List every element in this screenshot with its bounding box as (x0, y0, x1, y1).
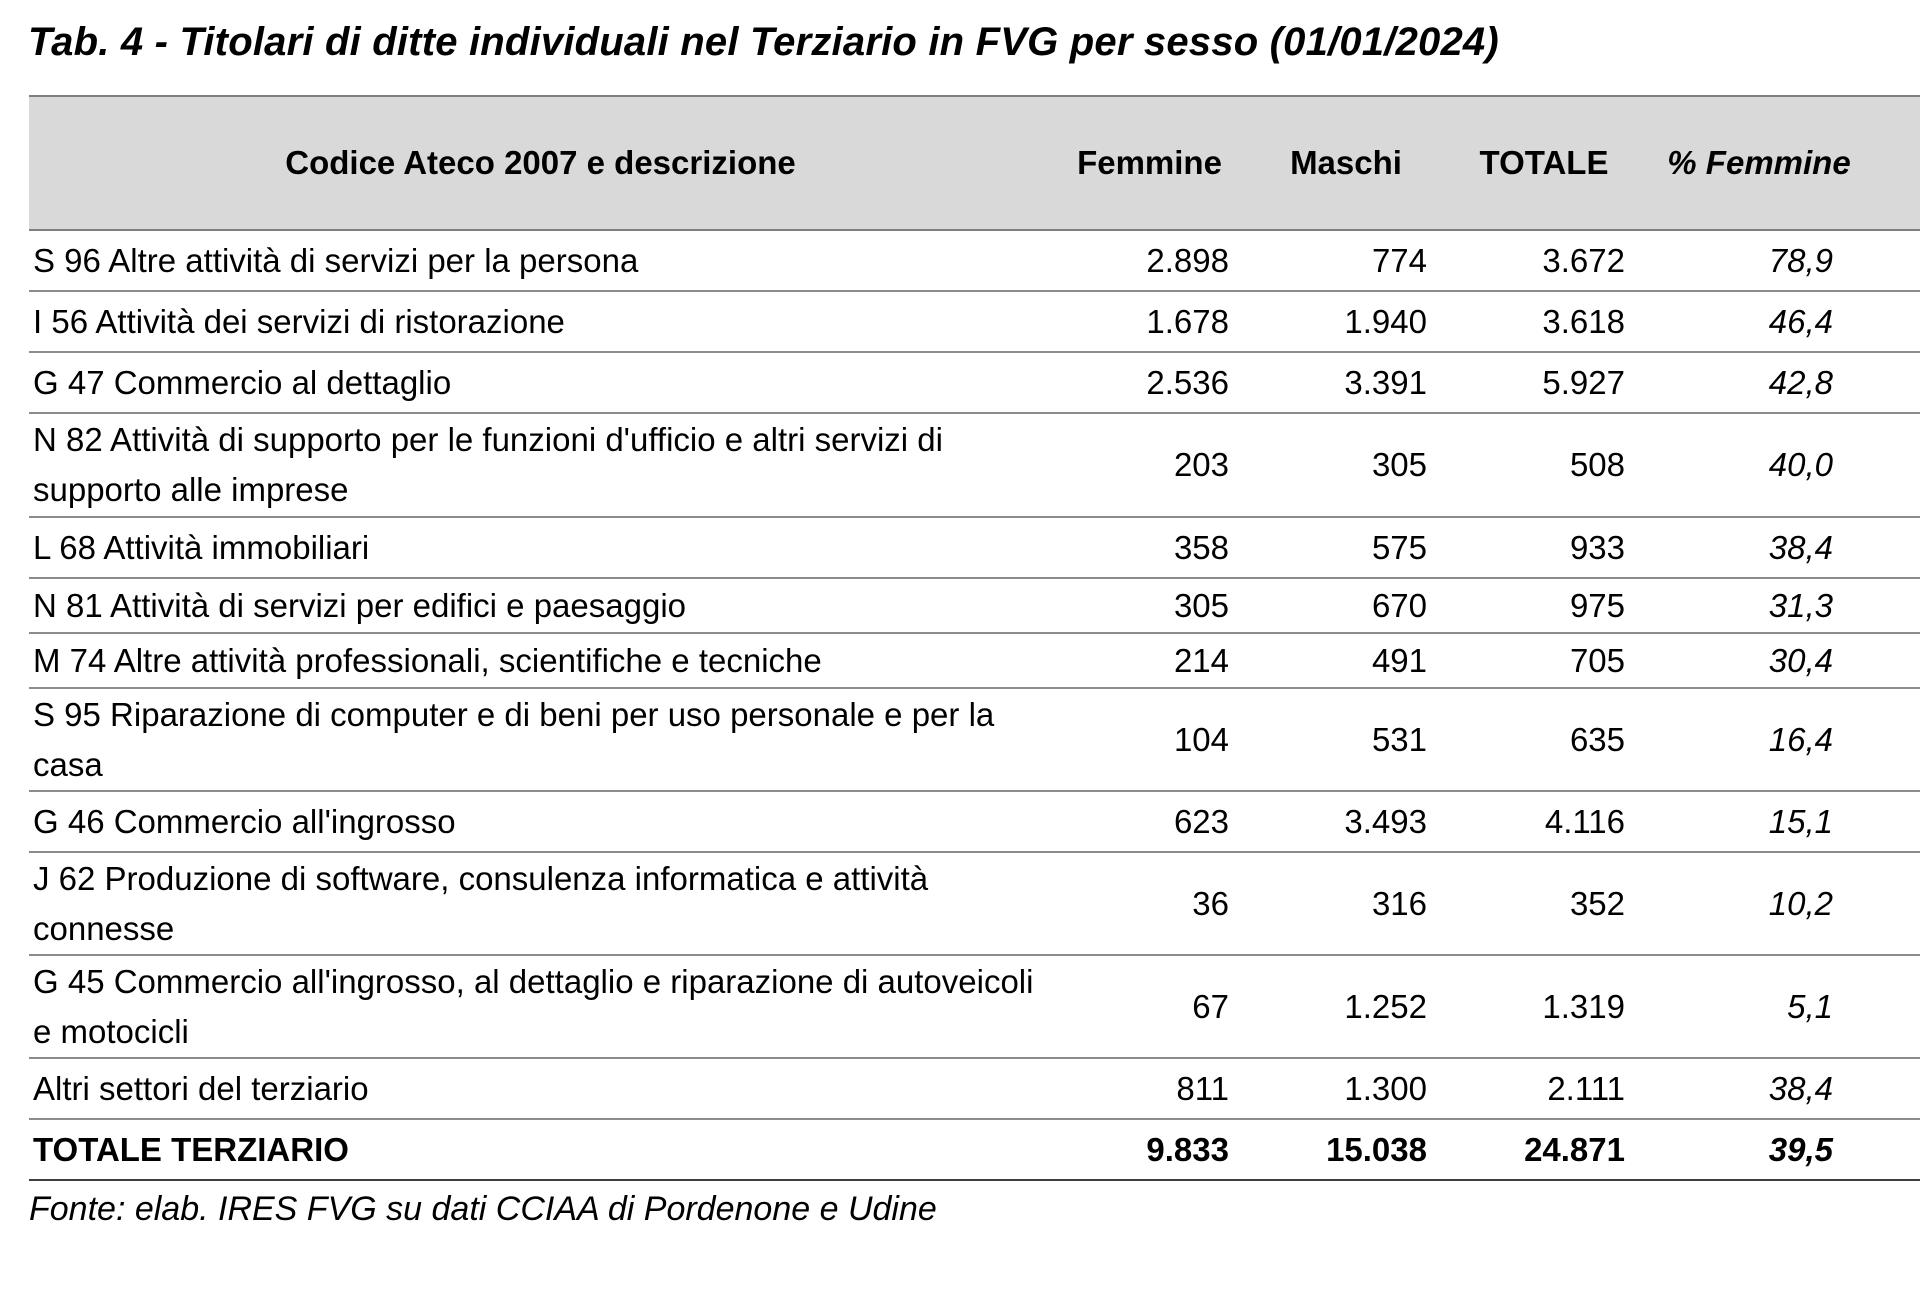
row-totale: 352 (1445, 852, 1643, 955)
row-totale: 3.672 (1445, 230, 1643, 291)
row-spacer (1875, 791, 1920, 852)
header-row (29, 96, 1920, 230)
row-totale: 635 (1445, 688, 1643, 791)
row-maschi: 531 (1247, 688, 1445, 791)
row-pct-femmine: 38,4 (1643, 517, 1875, 578)
row-maschi: 491 (1247, 633, 1445, 688)
table-row (29, 517, 1920, 578)
row-spacer (1875, 688, 1920, 791)
table-row (29, 1058, 1920, 1119)
row-maschi: 3.391 (1247, 352, 1445, 413)
row-pct-femmine: 38,4 (1643, 1058, 1875, 1119)
row-pct-femmine: 30,4 (1643, 633, 1875, 688)
source-note: Fonte: elab. IRES FVG su dati CCIAA di Pordenone e Udine (29, 1190, 937, 1228)
row-spacer (1875, 230, 1920, 291)
table-row (29, 852, 1920, 955)
table-row (29, 230, 1920, 291)
header-description: Codice Ateco 2007 e descrizione (29, 96, 1052, 230)
row-maschi: 305 (1247, 413, 1445, 517)
row-femmine: 1.678 (1052, 291, 1247, 352)
row-totale: 705 (1445, 633, 1643, 688)
row-femmine: 214 (1052, 633, 1247, 688)
row-spacer (1875, 633, 1920, 688)
row-description: I 56 Attività dei servizi di ristorazione (29, 291, 1052, 352)
table-row (29, 578, 1920, 633)
row-description: G 47 Commercio al dettaglio (29, 352, 1052, 413)
row-description: G 46 Commercio all'ingrosso (29, 791, 1052, 852)
row-femmine: 811 (1052, 1058, 1247, 1119)
row-spacer (1875, 517, 1920, 578)
row-maschi: 1.300 (1247, 1058, 1445, 1119)
data-table (29, 95, 1920, 1181)
total-row (29, 1119, 1920, 1180)
row-description: J 62 Produzione di software, consulenza informatica e attività connesse (29, 852, 1052, 955)
row-spacer (1875, 352, 1920, 413)
row-maschi: 1.252 (1247, 955, 1445, 1058)
row-totale: 933 (1445, 517, 1643, 578)
row-femmine: 104 (1052, 688, 1247, 791)
total-spacer (1875, 1119, 1920, 1180)
header-totale: TOTALE (1445, 96, 1643, 230)
row-femmine: 305 (1052, 578, 1247, 633)
row-totale: 508 (1445, 413, 1643, 517)
row-spacer (1875, 413, 1920, 517)
row-femmine: 2.536 (1052, 352, 1247, 413)
row-femmine: 2.898 (1052, 230, 1247, 291)
table-title: Tab. 4 - Titolari di ditte individuali nel Terziario in FVG per sesso (01/01/2024) (28, 20, 1499, 64)
table-row (29, 633, 1920, 688)
row-description: M 74 Altre attività professionali, scientifiche e tecniche (29, 633, 1052, 688)
row-totale: 1.319 (1445, 955, 1643, 1058)
row-description: S 95 Riparazione di computer e di beni per uso personale e per la casa (29, 688, 1052, 791)
row-description: S 96 Altre attività di servizi per la persona (29, 230, 1052, 291)
row-pct-femmine: 15,1 (1643, 791, 1875, 852)
row-pct-femmine: 31,3 (1643, 578, 1875, 633)
row-spacer (1875, 1058, 1920, 1119)
row-maschi: 774 (1247, 230, 1445, 291)
row-pct-femmine: 46,4 (1643, 291, 1875, 352)
row-description: L 68 Attività immobiliari (29, 517, 1052, 578)
row-pct-femmine: 40,0 (1643, 413, 1875, 517)
row-pct-femmine: 42,8 (1643, 352, 1875, 413)
row-pct-femmine: 78,9 (1643, 230, 1875, 291)
table-row (29, 791, 1920, 852)
row-spacer (1875, 291, 1920, 352)
row-femmine: 203 (1052, 413, 1247, 517)
row-totale: 4.116 (1445, 791, 1643, 852)
total-description: TOTALE TERZIARIO (29, 1119, 1052, 1180)
total-maschi: 15.038 (1247, 1119, 1445, 1180)
table-row (29, 955, 1920, 1058)
total-totale: 24.871 (1445, 1119, 1643, 1180)
row-maschi: 316 (1247, 852, 1445, 955)
row-pct-femmine: 5,1 (1643, 955, 1875, 1058)
row-description: Altri settori del terziario (29, 1058, 1052, 1119)
table-row (29, 688, 1920, 791)
header-pct-femmine: % Femmine (1643, 96, 1875, 230)
header-femmine: Femmine (1052, 96, 1247, 230)
row-femmine: 67 (1052, 955, 1247, 1058)
row-totale: 5.927 (1445, 352, 1643, 413)
row-totale: 975 (1445, 578, 1643, 633)
row-totale: 3.618 (1445, 291, 1643, 352)
header-spacer (1875, 96, 1920, 230)
table-row (29, 291, 1920, 352)
row-pct-femmine: 16,4 (1643, 688, 1875, 791)
header-maschi: Maschi (1247, 96, 1445, 230)
row-spacer (1875, 852, 1920, 955)
row-totale: 2.111 (1445, 1058, 1643, 1119)
total-femmine: 9.833 (1052, 1119, 1247, 1180)
row-maschi: 670 (1247, 578, 1445, 633)
row-maschi: 575 (1247, 517, 1445, 578)
total-pct-femmine: 39,5 (1643, 1119, 1875, 1180)
row-description: G 45 Commercio all'ingrosso, al dettaglio e riparazione di autoveicoli e motocicli (29, 955, 1052, 1058)
row-pct-femmine: 10,2 (1643, 852, 1875, 955)
row-femmine: 36 (1052, 852, 1247, 955)
row-description: N 82 Attività di supporto per le funzioni d'ufficio e altri servizi di supporto alle imprese (29, 413, 1052, 517)
row-femmine: 623 (1052, 791, 1247, 852)
row-spacer (1875, 955, 1920, 1058)
row-spacer (1875, 578, 1920, 633)
row-maschi: 1.940 (1247, 291, 1445, 352)
row-maschi: 3.493 (1247, 791, 1445, 852)
table-row (29, 352, 1920, 413)
row-description: N 81 Attività di servizi per edifici e paesaggio (29, 578, 1052, 633)
row-femmine: 358 (1052, 517, 1247, 578)
table-row (29, 413, 1920, 517)
